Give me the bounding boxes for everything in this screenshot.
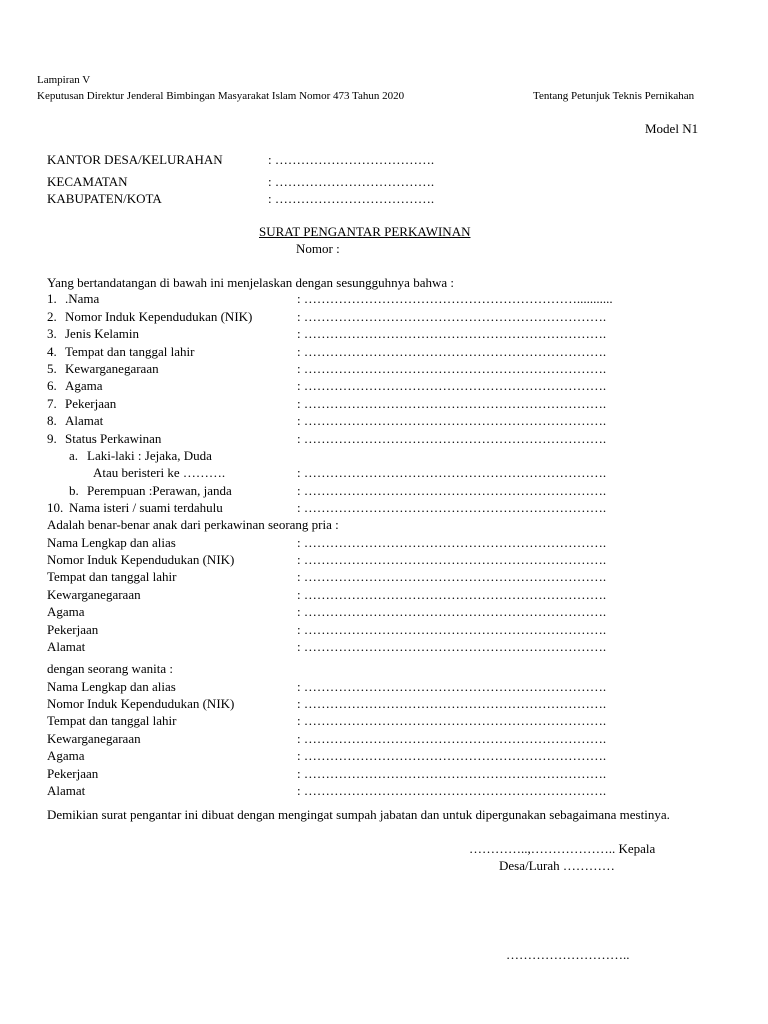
- mother-field-row: [47, 731, 737, 748]
- field-label: Status Perkawinan: [65, 431, 162, 446]
- field-row: [47, 378, 737, 395]
- field-label: Nama isteri / suami terdahulu: [69, 500, 223, 515]
- mother-field-row: [47, 748, 737, 765]
- field-label: Pekerjaan: [65, 396, 117, 411]
- field-value: : …………………………………………………………….: [297, 309, 607, 324]
- field-value: : …………………………………………………………….: [297, 748, 607, 763]
- signature-name-line: ………………………..: [506, 947, 630, 962]
- signature-place-line: …………..,……………….. Kepala: [469, 841, 656, 856]
- father-field-row: [47, 639, 737, 656]
- sub-label: Laki-laki : Jejaka, Duda: [87, 448, 212, 463]
- field-value: : …………………………………………………………….: [297, 679, 607, 694]
- mother-intro: dengan seorang wanita :: [47, 661, 173, 676]
- field-value: : …………………………………………………………….: [297, 766, 607, 781]
- field-label: Nama Lengkap dan alias: [47, 679, 176, 694]
- field-label: Nomor Induk Kependudukan (NIK): [47, 696, 235, 711]
- field-number: 1.: [47, 291, 57, 306]
- field-value: : …………………………………………………………….: [297, 731, 607, 746]
- field-label: Pekerjaan: [47, 622, 99, 637]
- field-number: 7.: [47, 396, 57, 411]
- status-sub-row-a: [47, 448, 737, 465]
- field-row: [47, 361, 737, 378]
- tentang-text: Tentang Petunjuk Teknis Pernikahan: [533, 90, 695, 102]
- field-value: : …………………………………………………………….: [297, 396, 607, 411]
- field-label: Kewarganegaraan: [47, 731, 141, 746]
- field-row: [47, 344, 737, 361]
- status-sub-row-b: [47, 483, 737, 500]
- closing-paragraph: Demikian surat pengantar ini dibuat dengan mengingat sumpah jabatan dan untuk dipergunakan sebagaimana mestinya.: [47, 807, 670, 822]
- keputusan-text: Keputusan Direktur Jenderal Bimbingan Masyarakat Islam Nomor 473 Tahun 2020: [37, 90, 405, 102]
- father-field-row: [47, 604, 737, 621]
- father-field-row: [47, 587, 737, 604]
- mother-field-row: [47, 766, 737, 783]
- field-row: [47, 500, 737, 517]
- field-value: : …………………………………………………………….: [297, 378, 607, 393]
- field-number: 9.: [47, 431, 57, 446]
- field-label: Jenis Kelamin: [65, 326, 140, 341]
- field-value: : …………………………………………………………….: [297, 431, 607, 446]
- field-value: : …………………………………………………………….: [297, 696, 607, 711]
- nomor-label: Nomor :: [296, 241, 340, 256]
- field-label: Nama Lengkap dan alias: [47, 535, 176, 550]
- office-value: : ……………………………….: [268, 152, 435, 167]
- model-label: Model N1: [645, 121, 699, 136]
- field-label: Agama: [65, 378, 103, 393]
- field-label: Tempat dan tanggal lahir: [47, 569, 177, 584]
- field-value: : …………………………………………………………….: [297, 622, 607, 637]
- field-value: : …………………………………………………………….: [297, 639, 607, 654]
- mother-field-row: [47, 713, 737, 730]
- field-value: : …………………………………………………………….: [297, 500, 607, 515]
- field-value: : …………………………………………………………….: [297, 413, 607, 428]
- field-label: Agama: [47, 748, 85, 763]
- field-value: : …………………………………………………………….: [297, 361, 607, 376]
- field-label: Pekerjaan: [47, 766, 99, 781]
- father-intro: Adalah benar-benar anak dari perkawinan seorang pria :: [47, 517, 339, 532]
- field-value: : …………………………………………………………….: [297, 483, 607, 498]
- field-value: : …………………………………………………………….: [297, 465, 607, 480]
- field-row: [47, 326, 737, 343]
- sub-number: b.: [69, 483, 79, 498]
- office-label: KABUPATEN/KOTA: [47, 191, 162, 206]
- office-label: KANTOR DESA/KELURAHAN: [47, 152, 223, 167]
- signature-desa-line: Desa/Lurah …………: [499, 858, 615, 873]
- field-value: : …………………………………………………………….: [297, 604, 607, 619]
- field-row: [47, 309, 737, 326]
- mother-field-row: [47, 783, 737, 800]
- field-label: Alamat: [47, 639, 86, 654]
- field-number: 2.: [47, 309, 57, 324]
- document-title: SURAT PENGANTAR PERKAWINAN: [259, 224, 471, 239]
- mother-field-row: [47, 696, 737, 713]
- field-number: 5.: [47, 361, 57, 376]
- sub-label-cont: Atau beristeri ke ……….: [93, 465, 226, 480]
- field-label: Tempat dan tanggal lahir: [47, 713, 177, 728]
- field-value: : …………………………………………………………….: [297, 344, 607, 359]
- field-value: : …………………………………………………………….: [297, 569, 607, 584]
- intro-text: Yang bertandatangan di bawah ini menjelaskan dengan sesungguhnya bahwa :: [47, 275, 454, 290]
- field-label: Nomor Induk Kependudukan (NIK): [65, 309, 253, 324]
- field-label: Kewarganegaraan: [47, 587, 141, 602]
- mother-field-row: [47, 679, 737, 696]
- father-field-row: [47, 569, 737, 586]
- field-label: Tempat dan tanggal lahir: [65, 344, 195, 359]
- field-value: : …………………………………………………………….: [297, 713, 607, 728]
- sub-label: Perempuan :Perawan, janda: [87, 483, 232, 498]
- field-value: : ………………………………………………………...........: [297, 291, 613, 306]
- office-label: KECAMATAN: [47, 174, 128, 189]
- field-number: 4.: [47, 344, 57, 359]
- field-value: : …………………………………………………………….: [297, 783, 607, 798]
- field-value: : …………………………………………………………….: [297, 587, 607, 602]
- field-label: .Nama: [65, 291, 100, 306]
- field-row: [47, 396, 737, 413]
- field-number: 10.: [47, 500, 64, 515]
- field-label: Alamat: [47, 783, 86, 798]
- field-row: [47, 413, 737, 430]
- office-value: : ……………………………….: [268, 191, 435, 206]
- field-value: : …………………………………………………………….: [297, 326, 607, 341]
- status-sub-row-a-cont: [47, 465, 737, 482]
- father-field-row: [47, 535, 737, 552]
- lampiran-label: Lampiran V: [37, 74, 91, 86]
- father-field-row: [47, 552, 737, 569]
- father-field-row: [47, 622, 737, 639]
- field-value: : …………………………………………………………….: [297, 552, 607, 567]
- field-value: : …………………………………………………………….: [297, 535, 607, 550]
- field-number: 8.: [47, 413, 57, 428]
- field-label: Nomor Induk Kependudukan (NIK): [47, 552, 235, 567]
- sub-number: a.: [69, 448, 79, 463]
- field-row: [47, 431, 737, 448]
- office-value: : ……………………………….: [268, 174, 435, 189]
- field-label: Alamat: [65, 413, 104, 428]
- field-row: [47, 291, 737, 308]
- field-label: Agama: [47, 604, 85, 619]
- field-number: 3.: [47, 326, 57, 341]
- field-number: 6.: [47, 378, 57, 393]
- field-label: Kewarganegaraan: [65, 361, 159, 376]
